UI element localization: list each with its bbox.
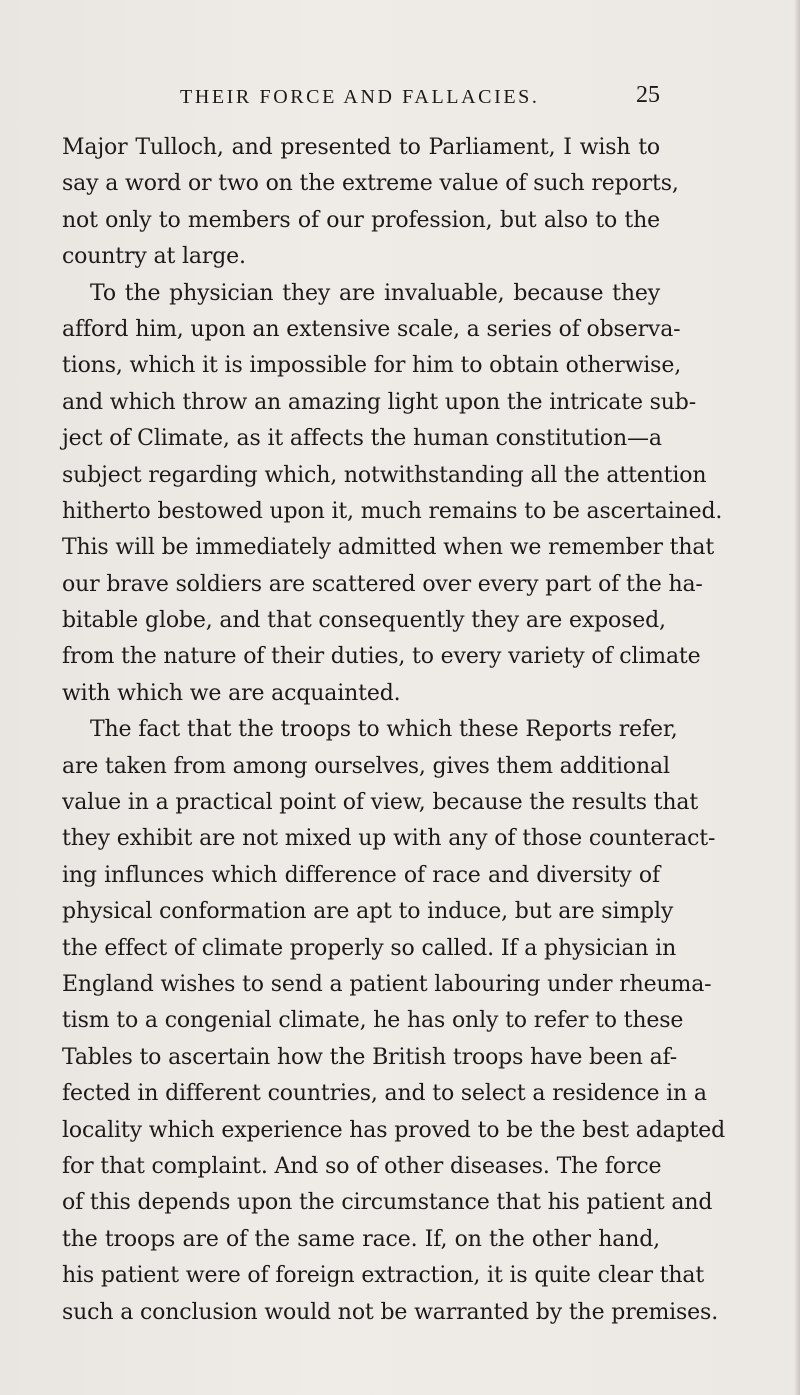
text-line: hitherto bestowed upon it, much remains to be ascertained. <box>62 498 723 524</box>
body-text <box>62 130 726 1331</box>
text-line: not only to members of our profession, but also to the <box>62 207 660 233</box>
text-line: subject regarding which, notwithstanding all the attention <box>62 462 707 488</box>
text-line: such a conclusion would not be warranted by the premises. <box>62 1299 719 1325</box>
text-line: ing influnces which difference of race and diversity of <box>62 862 660 888</box>
page-number: 25 <box>636 82 660 108</box>
text-line: the troops are of the same race. If, on the other hand, <box>62 1226 660 1252</box>
text-line: This will be immediately admitted when we remember that <box>62 535 715 561</box>
page-edge-shadow <box>794 0 800 1395</box>
running-head: THEIR FORCE AND FALLACIES. <box>180 86 540 108</box>
text-line: bitable globe, and that consequently they are exposed, <box>62 608 666 634</box>
text-line: our brave soldiers are scattered over every part of the ha- <box>62 571 703 597</box>
page-header <box>62 82 660 116</box>
text-line: The fact that the troops to which these Reports refer, <box>90 717 678 743</box>
text-line: physical conformation are apt to induce, but are simply <box>62 899 674 925</box>
text-line: from the nature of their duties, to every variety of climate <box>62 644 701 670</box>
text-line: Tables to ascertain how the British troops have been af- <box>62 1044 678 1070</box>
text-line: tism to a congenial climate, he has only to refer to these <box>62 1008 684 1034</box>
text-line: of this depends upon the circumstance that his patient and <box>62 1190 713 1216</box>
text-line: fected in different countries, and to select a residence in a <box>62 1081 707 1107</box>
text-line: country at large. <box>62 244 246 270</box>
text-line: To the physician they are invaluable, because they <box>90 280 660 306</box>
text-line: his patient were of foreign extraction, it is quite clear that <box>62 1263 705 1289</box>
text-line: tions, which it is impossible for him to obtain otherwise, <box>62 353 682 379</box>
text-line: locality which experience has proved to be the best adapted <box>62 1117 726 1143</box>
text-line: ject of Climate, as it affects the human constitution—a <box>62 426 662 452</box>
text-line: value in a practical point of view, because the results that <box>62 790 699 816</box>
text-line: Major Tulloch, and presented to Parliament, I wish to <box>62 135 660 160</box>
text-line: they exhibit are not mixed up with any of those counteract- <box>62 826 716 852</box>
text-line: with which we are acquainted. <box>62 680 401 706</box>
text-line: afford him, upon an extensive scale, a series of observa- <box>62 316 681 342</box>
text-line: the effect of climate properly so called. If a physician in <box>62 935 677 961</box>
text-line: England wishes to send a patient labouring under rheuma- <box>62 971 712 997</box>
text-line: say a word or two on the extreme value of such reports, <box>62 171 679 197</box>
text-line: are taken from among ourselves, gives them additional <box>62 753 670 779</box>
text-line: and which throw an amazing light upon the intricate sub- <box>62 389 697 415</box>
text-line: for that complaint. And so of other diseases. The force <box>62 1153 662 1179</box>
